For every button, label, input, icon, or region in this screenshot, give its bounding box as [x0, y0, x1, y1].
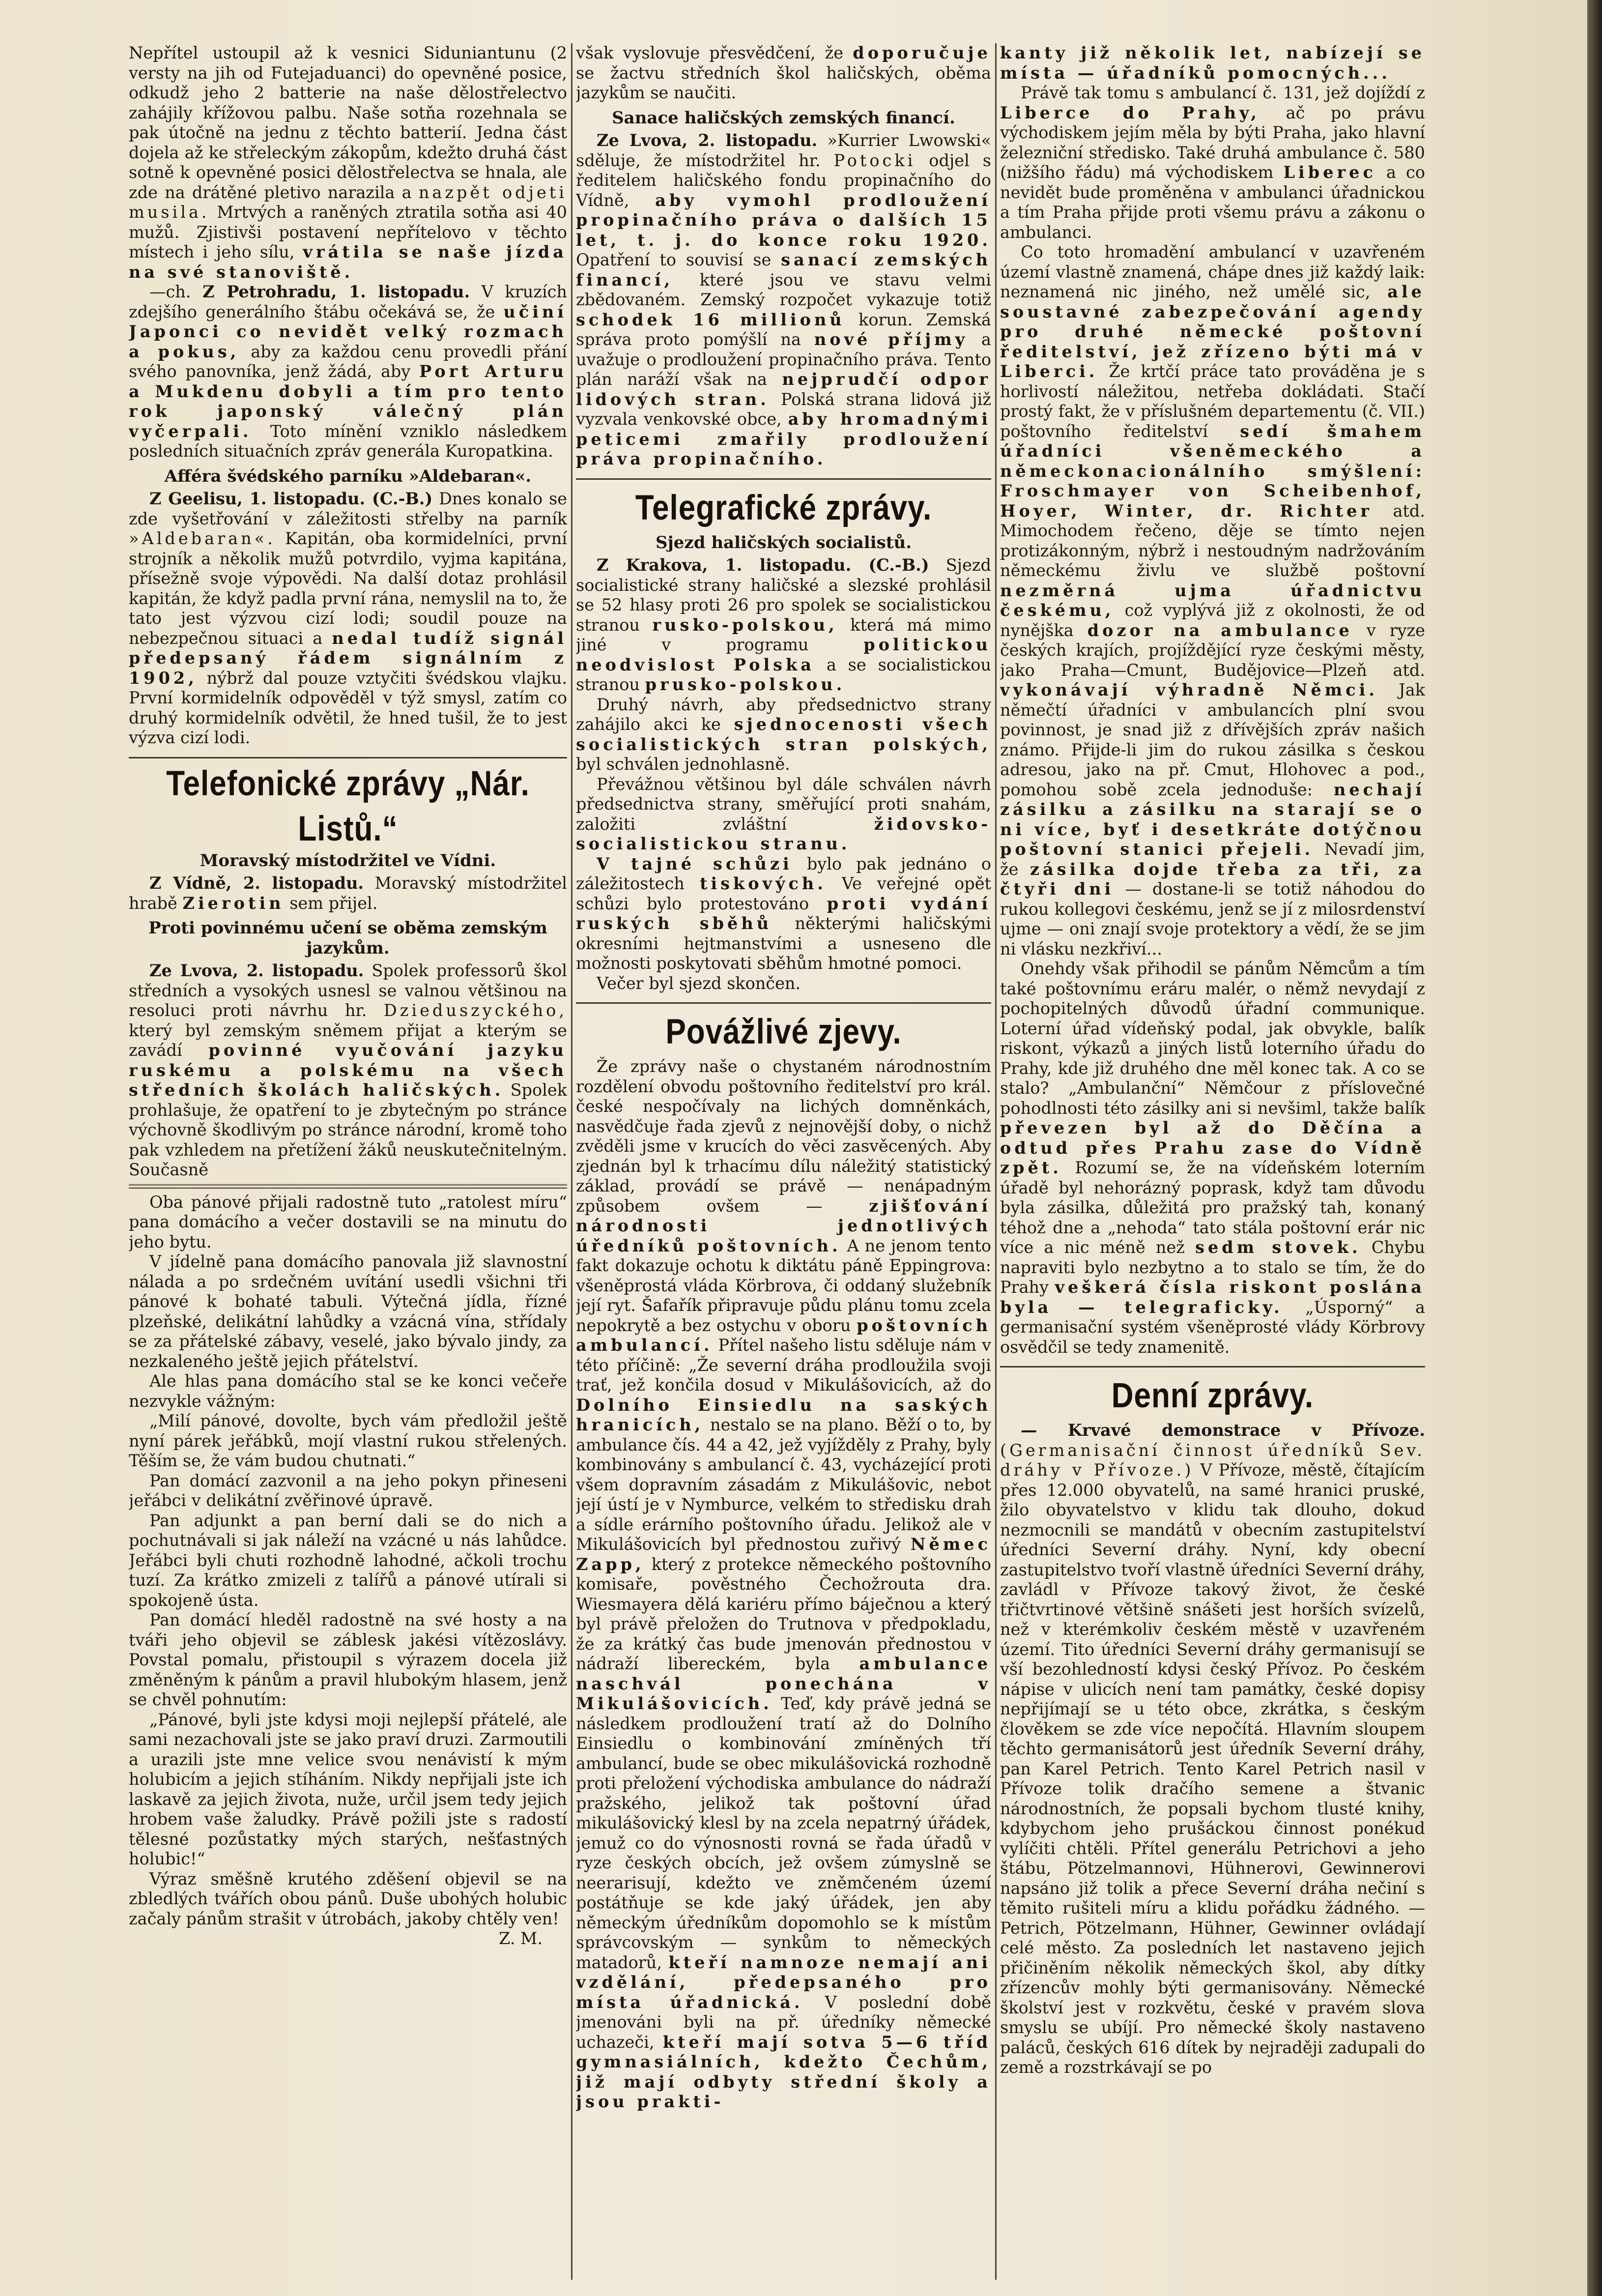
divider	[1000, 1366, 1425, 1367]
column-rule	[995, 43, 997, 2280]
column-2	[576, 43, 991, 2282]
column-rule	[571, 43, 572, 2280]
paragraph: Pan adjunkt a pan berní dali se do nich a pochutnávali si jak náleží na vzácné u nás lahůdce. Jeřábci byli chuti rozhodně lahodné, ačkoli trochu tuzí. Za krátko zmizeli z talířů a pánové utírali si spokojeně ústa.	[129, 1511, 567, 1610]
paragraph: Nepřítel ustoupil až k vesnici Siduniantunu (2 versty na jih od Futejaduanci) do opevněné posice, odkudž jeho 2 batterie na naše dělostřelectvo zahájily křížovou palbu. Naše sotňa rozehnala se pak útočně na jednu z těchto batterií. Jedna část dojela až ke střeleckým zákopům, kdežto druhá část sotně k opevněné posici dělostřelectva se hnala, ale zde na drátěné pletivo narazila a nazpět odjeti musila. Mrtvých a raněných ztratila sotňa asi 40 mužů. Zjistivši postavení nepřítelovo v těchto místech i jeho sílu, vrátila se naše jízda na své stanoviště.	[129, 43, 567, 282]
paragraph: Že zprávy naše o chystaném národnostním rozdělení obvodu poštovního ředitelství pro král. české nespočívaly na lichých domněnkách, nasvědčuje řada zjevů z nejnovější doby, o nichž zvěděli jsme v krucích do věci zasvěcených. Aby zjednán byl k trhacímu dílu náležitý statistický základ, provádí se právě — nenápadným způsobem ovšem — zjišťování národnosti jednotlivých úředníků poštovních. A ne jenom tento fakt dokazuje ochotu k diktátu páně Eppingrova: všeněprostá vláda Körbrova, či oddaný služebník její ryt. Šafařík připravuje půdu plánu tomu zcela nepokrytě a bez ostychu v oboru poštovních ambulancí. Přítel našeho listu sděluje nám v této příčině: „Že severní dráha prodloužila svoji trať, jež končila dosud v Mikulášovicích, až do Dolního Einsiedlu na saských hranicích, nestalo se na plano. Běží o to, by ambulance čís. 44 a 42, jež vyjížděly z Prahy, byly kombinovány s ambulancí č. 43, vycházející proti všem dopravním zásadám z Mikulášovic, nebot její ústí je v Nymburce, velkém to středisku drah a sídle erárního poštovního úřadu. Jelikož ale v Mikulášovicích byl přednostou zuřivý Němec Zapp, který z protekce německého poštovního komisaře, pověstného Čechožrouta dra. Wiesmayera dělá kariéru přímo báječnou a který byl právě přeložen do Trutnova v předpokladu, že za krátký čas bude jmenován přednostou v nádraží libereckém, byla ambulance naschvál ponechána v Mikulášovicích. Teď, kdy právě jedná se následkem prodloužení tratí až do Dolního Einsiedlu o kombinování zmíněných tří ambulancí, bude se obec mikulášovická rozhodně proti přeložení východiska ambulance do nádraží pražského, jelikož tak poštovní úřad mikulášovický klesl by na zcela nepatrný úřádek, jemuž co do výnosnosti rovná se řada úřadů v ryze českých obcích, jež ovšem zúmyslně se neerarisují, kdežto ve zněmčeném území postátňuje se kde jaký úřádek, jen aby německým úředníkům dopomohlo se k místům správcovským — synkům to německých matadorů, kteří namnoze nemají ani vzdělání, předepsaného pro místa úřadnická. V poslední době jmenováni byli na př. úředníky německé uchazeči, kteří mají sotva 5—6 tříd gymnasiálních, kdežto Čechům, již mají odbyty střední školy a jsou prakti-	[576, 1057, 991, 2111]
paragraph: Ze Lvova, 2. listopadu. Spolek professorů škol středních a vysokých usnesl se valnou většinou na resoluci proti návrhu hr. Dzieduszyckého, který byl zemským sněmem přijat a kterým se zavádí povinné vyučování jazyku ruskému a polskému na všech středních školách haličských. Spolek prohlašuje, že opatření to je zbytečným po stránce výchovně škodlivým po stránce národní, kromě toho pak vzhledem na přetížení žáků neuskutečnitelným. Současně	[129, 961, 567, 1179]
paragraph: Výraz směšně krutého zděšení objevil se na zbledlých tvářích obou pánů. Duše ubohých holubic začaly pánům strašit v útrobách, jakoby chtěly ven! Z. M.	[129, 1869, 567, 1948]
paragraph: Ze Lvova, 2. listopadu. »Kurrier Lwowski« sděluje, že místodržitel hr. Potocki odjel s ředitelem haličského fondu propinačního do Vídně, aby vymohl prodloužení propinačního práva o dalších 15 let, t. j. do konce roku 1920. Opatření to souvisí se sanací zemských financí, které jsou ve stavu velmi zbědovaném. Zemský rozpočet vykazuje totiž schodek 16 millionů korun. Zemská správa proto pomýšlí na nové příjmy a uvažuje o prodloužení propinačního práva. Tento plán naráží však na nejprudčí odpor lidových stran. Polská strana lidová již vyzvala venkovské obce, aby hromadnými peticemi zmařily prodloužení práva propinačního.	[576, 131, 991, 468]
section-title: Telefonické zprávy „Nár. Listů.“	[166, 764, 530, 848]
subsection-heading: Sjezd haličských socialistů.	[655, 532, 912, 552]
paragraph: Druhý návrh, aby předsednictvo strany zahájilo akci ke sjednocenosti všech socialistických stran polských, byl schválen jednohlasně.	[576, 695, 991, 774]
section-title: Denní zprávy.	[1111, 1376, 1314, 1416]
paragraph: V jídelně pana domácího panovala již slavnostní nálada a po srdečném uvítání usedli všichni tři pánové k bohaté tabuli. Výtečná jídla, řízné plzeňské, delikátní lahůdky a vzácná vína, střídaly se za přátelské zábavy, veselé, jako bývalo jindy, za nezkaleného ještě jejich přátelství.	[129, 1252, 567, 1371]
paragraph: Večer byl sjezd skončen.	[597, 973, 801, 993]
section-heading: Afféra švédského parníku »Aldebaran«.	[164, 466, 532, 486]
paragraph: Onehdy však přihodil se pánům Němcům a tím také poštovnímu eráru malér, o němž nevydají z pochopitelných důvodů úřadní communique. Loterní úřad vídeňský podal, jak obvykle, balík riskont, výkazů a jiných listů loterního úřadu do Prahy, kde již druhého dne měl konec tak. A co se stalo? „Ambulanční“ Němčour z příslovečné pohodlnosti této zásilky ani si nevšiml, takže balík převezen byl až do Děčína a odtud přes Prahu zase do Vídně zpět. Rozumí se, že na vídeňském loterním úřadě byl nehorázný poprask, když tam důvodu byla zásilka, důležitá pro pražský tah, konaný téhož dne a „nehoda“ tato stála poštovní erár nic více a nic méně než sedm stovek. Chybu napraviti bylo nezbytno a to stalo se tím, že do Prahy veškerá čísla riskont poslána byla — telegraficky. „Úsporný“ a germanisační systém všeněprosté vlády Körbrovy osvědčil se tedy znamenitě.	[1000, 959, 1425, 1357]
section-title: Povážlivé zjevy.	[665, 1012, 902, 1052]
paragraph: Pan domácí zazvonil a na jeho pokyn přineseni jeřábci v delikátní zvěřinové úpravě.	[129, 1471, 567, 1510]
paragraph: Ale hlas pana domácího stal se ke konci večeře nezvykle vážným:	[129, 1371, 567, 1411]
divider	[576, 1002, 991, 1004]
divider	[576, 478, 991, 480]
paragraph: V tajné schůzi bylo pak jednáno o záležitostech tiskových. Ve veřejné opět schůzi bylo protestováno proti vydání ruských sběhů některými haličskými okresními hejtmanstvími a usneseno dle možnosti poskytovati sběhům hmotné pomoci.	[576, 854, 991, 973]
paragraph: Převážnou většinou byl dále schválen návrh předsednictva strany, směřující proti snahám, založiti zvláštní židovsko-socialistickou stranu.	[576, 774, 991, 853]
paragraph: však vyslovuje přesvědčení, že doporučuje se žactvu středních škol haličských, oběma jazykům se naučiti.	[576, 43, 991, 102]
paragraph: Oba pánové přijali radostně tuto „ratolest míru“ pana domácího a večer dostavili se na minutu do jeho bytu.	[129, 1192, 567, 1251]
paragraph: Pan domácí hleděl radostně na své hosty a na tváři jeho objevil se záblesk jakési vítězoslávy. Povstal pomalu, přistoupil s výrazem docela již změněným k pánům a pravil hlubokým hlasem, jenž se chvěl pohnutím:	[129, 1610, 567, 1709]
paragraph: — Krvavé demonstrace v Přívoze. (Germanisační činnost úředníků Sev. dráhy v Přívoze.) V Přívoze, městě, čítajícím přes 12.000 obyvatelů, na samé hranici pruské, žilo obyvatelstvo v klidu tak dlouho, dokud nezmocnili se mandátů v obecním zastupitelství úředníci Severní dráhy. Nyní, kdy obecní zastupitelstvo tvoří vlastně úředníci Severní dráhy, zavládl v Přívoze takový život, že české třičtvrtinové většině snášeti jest horších svízelů, než v kterémkoliv českém městě v uzavřeném území. Tito úředníci Severní dráhy germanisují se vší bezohledností kdysi český Přívoz. Po českém nápise v ulicích není tam památky, české dopisy nepřijímají se u této obce, zkrátka, s českým člověkem se zde více nepočítá. Hlavním sloupem těchto germanisátorů jest úředník Severní dráhy, pan Karel Petrich. Tento Karel Petrich nasil v Přívoze tolik dračího semene a štvanic národnostních, že popsali bychom tlusté knihy, kdybychom jeho prušáckou činnost ponékud vylíčiti chtěli. Přítel generálu Petrichovi a jeho štábu, Pötzelmannovi, Hühnerovi, Gewinnerovi napsáno již tolik a přece Severní dráha nečiní s těmito rušiteli míru a klidu pořádku žádného. — Petrich, Pötzelmann, Hühner, Gewinner ovládají celé město. Za posledních let nastaveno jejich přičiněním několik německých škol, aby dítky zřízencův mohly býti germanisovány. Německé školství jest v rozkvětu, české v pravém slova smyslu se ubíjí. Pro německé školy nastaveno paláců, českých 616 dítek by nejraději zadupali do země a rozstrkávají se po	[1000, 1421, 1425, 2077]
divider	[129, 757, 567, 758]
scan-edge	[1587, 0, 1602, 2296]
section-title: Telegrafické zprávy.	[635, 488, 932, 527]
paragraph: Právě tak tomu s ambulancí č. 131, jež dojíždí z Liberce do Prahy, ač po právu východiskem jejím měla by býti Praha, jako hlavní železniční středisko. Také druhá ambulance č. 580 (nižšího řádu) má východiskem Liberec a co nevidět bude proměněna v ambulanci úřadnickou a tím Praha přijde proti všemu právu a zákonu o ambulanci.	[1000, 83, 1425, 242]
paragraph: „Milí pánové, dovolte, bych vám předložil ještě nyní párek jeřábků, mojí vlastní rukou střelených. Těším se, že vám budou chutnati.“	[129, 1411, 567, 1470]
column-3	[1000, 43, 1425, 2282]
subsection-heading: Proti povinnému učení se oběma zemským jazykům.	[148, 918, 547, 958]
paragraph: „Pánové, byli jste kdysi moji nejlepší přátelé, ale sami nezachovali jste se jako praví druzi. Zarmoutili a urazili jste mne velice svou nenávistí k mým holubicím a jejich stíháním. Nikdy nepřijali jste ich laskavě za jejich života, nuže, určil jsem tedy jejich hrobem vaše žaludky. Právě požili jste s radostí tělesné pozůstatky mých starých, nešťastných holubic!“	[129, 1710, 567, 1868]
paragraph: —ch. Z Petrohradu, 1. listopadu. V kruzích zdejšího generálního štábu očekává se, že učiní Japonci co nevidět velký rozmach a pokus, aby za každou cenu provedli přání svého panovníka, jenž žádá, aby Port Arturu a Mukdenu dobyli a tím pro tento rok japonský válečný plán vyčerpali. Toto mínění vzniklo následkem posledních situačních zpráv generála Kuropatkina.	[129, 282, 567, 461]
paragraph: Z Geelisu, 1. listopadu. (C.-B.) Dnes konalo se zde vyšetřování v záležitosti střelby na parník »Aldebaran«. Kapitán, oba kormidelníci, první strojník a několik mužů potvrdilo, vyjma kapitána, přísežně svoje výpovědi. Na další dotaz prohlásil kapitán, že když padla první rána, nemyslil na to, že tato jest výzvou cizí lodi; soudil pouze na nebezpečnou situaci a nedal tudíž signál předepsaný řádem signálním z 1902, nýbrž dal pouze vztyčiti švédskou vlajku. První kormidelník odpověděl v týž smysl, zatím co druhý kormidelník odvětil, že hned tušil, že to jest výzva cizí lodi.	[129, 489, 567, 747]
section-heading: Sanace haličských zemských financí.	[612, 108, 955, 128]
paragraph: Co toto hromadění ambulancí v uzavřeném území vlastně znamená, chápe dnes již každý laik: neznamená nic jiného, než umělé sic, ale soustavné zabezpečování agendy pro druhé německé poštovní ředitelství, jež zřízeno býti má v Liberci. Že krtčí práce tato prováděna je s horlivostí náležitou, netřeba dokládati. Stačí prostý fakt, že v příslušném departementu (č. VII.) poštovního ředitelství sedí šmahem úřadníci všeněmeckého a německonacionálního smýšlení: Froschmayer von Scheibenhof, Hoyer, Winter, dr. Richter atd. Mimochodem řečeno, děje se tímto nejen protizákonným, nýbrž i nestoudným nadržováním německému živlu ve službě poštovní nezměrná ujma úřadnictvu českému, což vyplývá již z okolnosti, že od nynějška dozor na ambulance v ryze českých krajích, projíždějící ryze českými městy, jako Praha—Cmunt, Budějovice—Plzeň atd. vykonávají výhradně Němci. Jak němečtí úřadníci v ambulancích plní svou povinnost, je snad již z dřívějších zpráv našich známo. Přijde-li jim do rukou zásilka s českou adresou, jako na př. Cmut, Hlohovec a pod., pomohou sobě zcela jednoduše: nechají zásilku a zásilku na starají se o ni více, byť i desetkráte dotýčnou poštovní stanici přejeli. Nevadí jim, že zásilka dojde třeba za tři, za čtyři dni — dostane-li se totiž náhodou do rukou kollegovi českému, jenž se jí z milosrdenství ujme — oni znají svoje protektory a vědí, že se jim ni vlásku nezkřiví...	[1000, 242, 1425, 959]
feuilleton-divider	[129, 1184, 567, 1189]
paragraph: kanty již několik let, nabízejí se místa — úřadníků pomocných...	[1000, 43, 1425, 83]
paragraph: Z Vídně, 2. listopadu. Moravský místodržitel hrabě Zierotin sem přijel.	[129, 873, 567, 913]
subsection-heading: Moravský místodržitel ve Vídni.	[200, 850, 496, 871]
paragraph: Z Krakova, 1. listopadu. (C.-B.) Sjezd socialistické strany haličské a slezské prohlásil se 52 hlasy proti 26 pro spolek se socialistickou stranou rusko-polskou, která má mimo jiné v programu politickou neodvislost Polska a se socialistickou stranou prusko-polskou.	[576, 555, 991, 694]
column-1	[129, 43, 567, 2282]
signature: Z. M.	[499, 1929, 543, 1948]
